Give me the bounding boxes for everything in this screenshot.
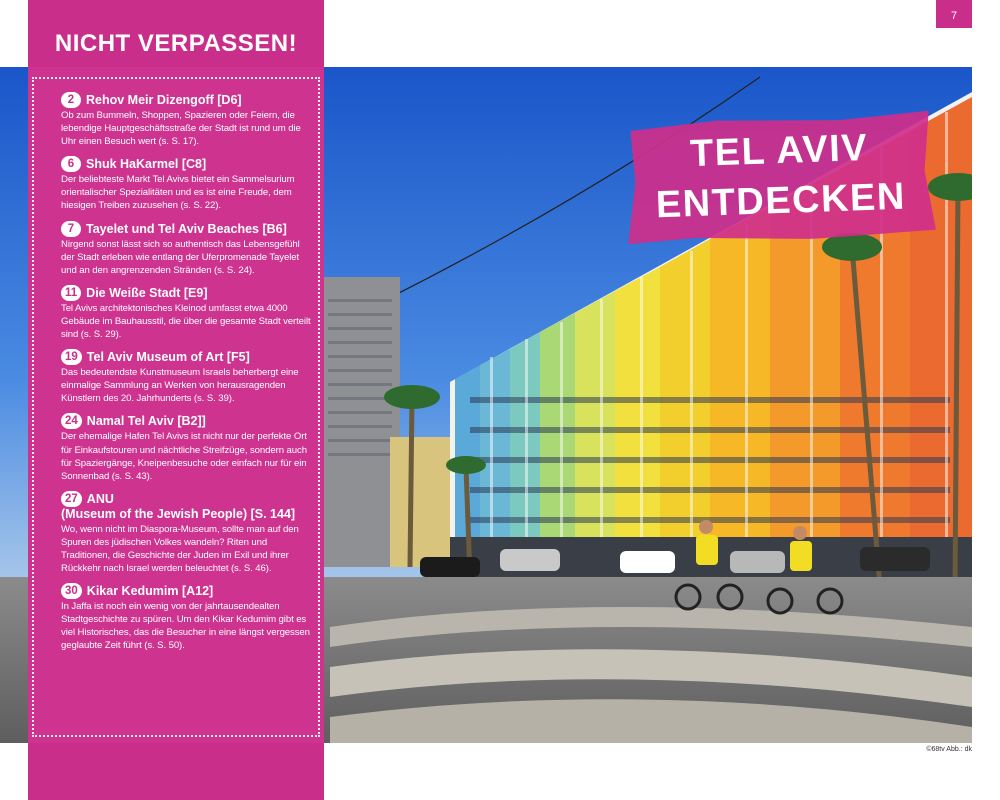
- entry-description: Das bedeutendste Kunstmuseum Israels beherbergt eine einmalige Sammlung an Werken von herausragenden Künstlern des 20. Jahrhunderts (s. S. 39).: [61, 367, 299, 405]
- title-banner: [624, 111, 936, 246]
- entry-number-badge: 24: [61, 413, 82, 429]
- entry-number-badge: 6: [61, 156, 81, 172]
- banner-title-line2: ENTDECKEN: [655, 175, 907, 227]
- page-number: 7: [950, 10, 958, 22]
- entry-title: Tel Aviv Museum of Art [F5]: [86, 350, 250, 365]
- entry-description: Ob zum Bummeln, Shoppen, Spazieren oder Feiern, die lebendige Hauptgeschäftsstraße der Stadt ist rund um die Uhr einen Besuch wert (s. S. 17).: [61, 110, 301, 148]
- entry-description: Tel Avivs architektonisches Kleinod umfasst etwa 4000 Gebäude im Bauhausstil, die über die gesamte Stadt verteilt sind (s. S. 29).: [61, 302, 311, 341]
- list-item: [61, 156, 313, 212]
- list-item: [61, 491, 313, 575]
- entry-heading: [61, 349, 313, 365]
- entry-description: Nirgend sonst lässt sich so authentisch das Lebensgefühl der Stadt erleben wie entlang der Uferpromenade Tayelet und an den angrenzenden Stränden (s. S. 24).: [61, 238, 300, 276]
- entry-heading: [61, 583, 313, 599]
- list-item: [61, 349, 313, 405]
- list-item: [61, 285, 313, 341]
- highlights-list: [61, 92, 313, 661]
- page-number-tab: [936, 0, 972, 28]
- list-item: [61, 413, 313, 482]
- entry-heading: [61, 92, 313, 108]
- entry-description: Wo, wenn nicht im Diaspora-Museum, sollte man auf den Spuren des jüdischen Volkes wandeln? Riten und Traditionen, die Geschichte der Juden im Exil und ihrer Rückkehr nach Israel werden beleuchtet (s. S. 46).: [61, 523, 299, 575]
- entry-description: Der beliebteste Markt Tel Avivs bietet ein Sammelsurium orientalischer Spezialitäten und es ist eine Freude, dem hiesigen Treiben zuzusehen (s. S. 22).: [61, 174, 295, 212]
- entry-title: Die Weiße Stadt [E9]: [86, 285, 208, 300]
- entry-number-badge: 7: [61, 221, 81, 237]
- entry-number-badge: 27: [61, 491, 82, 507]
- list-item: [61, 92, 313, 148]
- list-item: [61, 583, 313, 652]
- entry-title: Kikar Kedumim [A12]: [86, 584, 214, 599]
- entry-title: Rehov Meir Dizengoff [D6]: [86, 93, 242, 107]
- entry-title: Namal Tel Aviv [B2]]: [86, 414, 206, 429]
- list-item: [61, 221, 313, 277]
- entry-subtitle: (Museum of the Jewish People) [S. 144]: [61, 506, 296, 521]
- entry-heading: [61, 285, 313, 301]
- banner-title-line1: TEL AVIV: [689, 126, 869, 176]
- entry-heading: [61, 156, 313, 172]
- entry-description: In Jaffa ist noch ein wenig von der jahrtausendealten Stadtgeschichte zu spüren. Um den Kikar Kedumim gibt es viel Historisches, das die Besucher in eine längst vergessen geglaubte Zeit führt (s. S. 50).: [61, 601, 310, 652]
- entry-title: ANU: [86, 491, 114, 506]
- entry-number-badge: 2: [61, 92, 81, 108]
- entry-description: Der ehemalige Hafen Tel Avivs ist nicht nur der perfekte Ort für Einkaufstouren und nächtliche Streifzüge, sondern auch für Spaziergänge, Kneipenbesuche oder einfach nur für ein Sonnenbad (s. S. 43).: [61, 431, 307, 482]
- entry-heading: [61, 491, 313, 507]
- entry-title: Shuk HaKarmel [C8]: [86, 157, 207, 172]
- entry-number-badge: 30: [61, 583, 82, 599]
- sidebar-title: NICHT VERPASSEN!: [54, 30, 298, 57]
- entry-heading: [61, 413, 313, 429]
- photo-credit: ©68tv Abb.: dk: [926, 746, 972, 753]
- entry-number-badge: 11: [61, 285, 81, 301]
- entry-title: Tayelet und Tel Aviv Beaches [B6]: [86, 221, 287, 236]
- entry-heading: [61, 221, 313, 237]
- entry-number-badge: 19: [61, 349, 82, 365]
